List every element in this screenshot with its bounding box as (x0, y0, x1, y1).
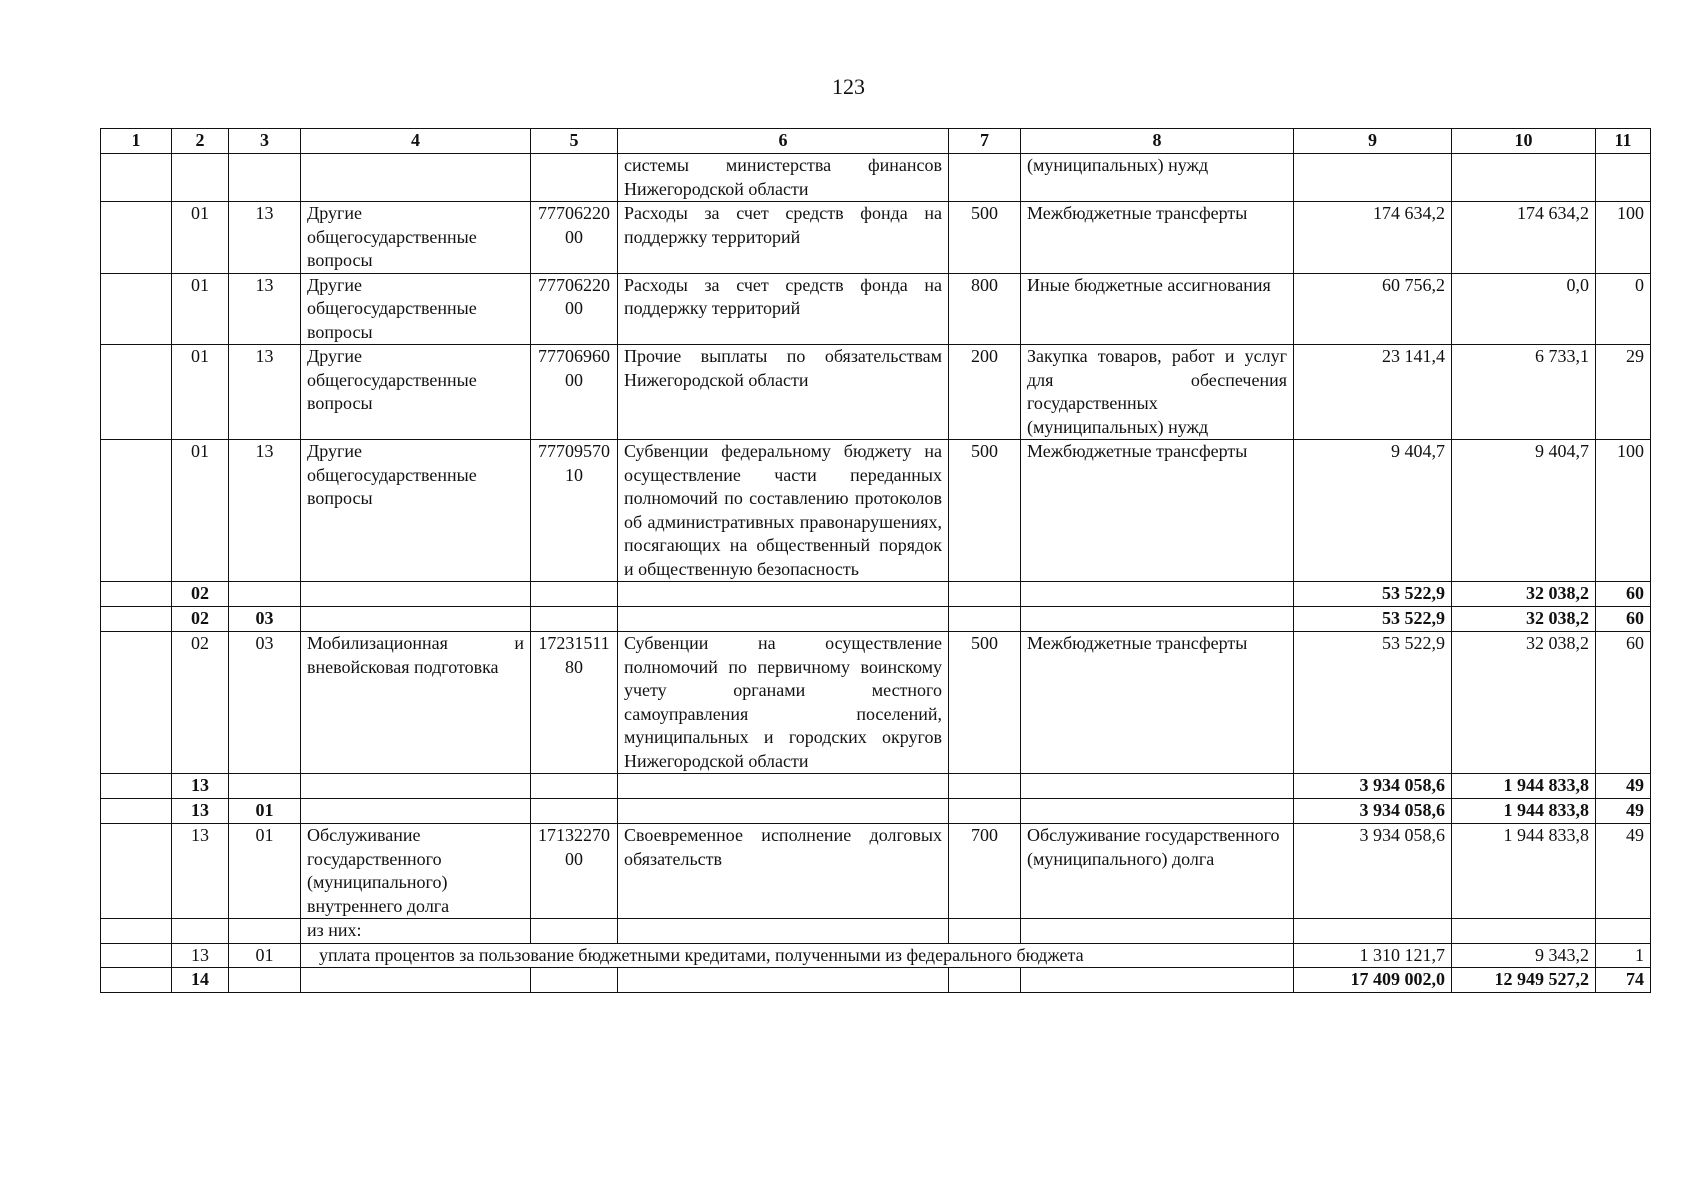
subtotal-row (101, 607, 1651, 632)
col-header-1: 1 (101, 129, 172, 154)
cell-expense-name: Обслуживание государственного (муниципального) долга (1021, 824, 1294, 919)
cell-actual: 32 038,2 (1452, 632, 1596, 774)
col-header-5: 5 (531, 129, 618, 154)
col-header-11: 11 (1596, 129, 1651, 154)
cell-actual: 6 733,1 (1452, 345, 1596, 440)
cell-plan: 53 522,9 (1294, 632, 1452, 774)
cell-section-name: Другие общегосударственные вопросы (301, 273, 531, 345)
cell-subsection (229, 968, 301, 993)
subtotal-row (101, 582, 1651, 607)
cell-target-code: 7770696000 (531, 345, 618, 440)
cell-plan: 53 522,9 (1294, 582, 1452, 607)
cell-actual: 174 634,2 (1452, 202, 1596, 274)
cell-target-code: 7770957010 (531, 440, 618, 582)
subtotal-row (101, 774, 1651, 799)
cell-target-code: 1723151180 (531, 632, 618, 774)
cell-plan: 174 634,2 (1294, 202, 1452, 274)
col-header-10: 10 (1452, 129, 1596, 154)
cell-expense-code (949, 154, 1021, 202)
cell-actual: 0,0 (1452, 273, 1596, 345)
cell-target-name: Расходы за счет средств фонда на поддержку территорий (618, 202, 949, 274)
cell-percent: 74 (1596, 968, 1651, 993)
cell-section: 13 (172, 799, 229, 824)
cell-target-name: Прочие выплаты по обязательствам Нижегородской области (618, 345, 949, 440)
cell-percent: 60 (1596, 607, 1651, 632)
col-header-8: 8 (1021, 129, 1294, 154)
cell-expense-name: (муниципальных) нужд (1021, 154, 1294, 202)
cell-plan: 1 310 121,7 (1294, 943, 1452, 968)
subtotal-row (101, 799, 1651, 824)
cell-plan: 9 404,7 (1294, 440, 1452, 582)
cell-label: из них: (301, 919, 531, 944)
cell-percent: 0 (1596, 273, 1651, 345)
cell-section (172, 154, 229, 202)
cell-actual: 9 343,2 (1452, 943, 1596, 968)
cell-expense-name: Межбюджетные трансферты (1021, 440, 1294, 582)
cell-percent: 29 (1596, 345, 1651, 440)
cell-actual: 1 944 833,8 (1452, 799, 1596, 824)
cell-percent: 60 (1596, 582, 1651, 607)
cell-actual: 9 404,7 (1452, 440, 1596, 582)
table-row (101, 202, 1651, 274)
cell-target-code: 7770622000 (531, 273, 618, 345)
cell-target-name: системы министерства финансов Нижегородской области (618, 154, 949, 202)
cell-section: 13 (172, 943, 229, 968)
cell-target-name: Расходы за счет средств фонда на поддержку территорий (618, 273, 949, 345)
cell-section: 02 (172, 607, 229, 632)
cell-subsection: 01 (229, 943, 301, 968)
cell-percent: 100 (1596, 440, 1651, 582)
cell-expense-code: 200 (949, 345, 1021, 440)
cell-plan: 23 141,4 (1294, 345, 1452, 440)
cell-plan: 53 522,9 (1294, 607, 1452, 632)
cell-actual: 12 949 527,2 (1452, 968, 1596, 993)
cell-percent: 49 (1596, 774, 1651, 799)
cell-target-code: 1713227000 (531, 824, 618, 919)
cell-section-name (301, 154, 531, 202)
cell-section-name: Другие общегосударственные вопросы (301, 440, 531, 582)
cell-section: 13 (172, 824, 229, 919)
col-header-6: 6 (618, 129, 949, 154)
table-row (101, 345, 1651, 440)
cell-target-name: Своевременное исполнение долговых обязательств (618, 824, 949, 919)
table-row (101, 824, 1651, 919)
cell-actual: 1 944 833,8 (1452, 824, 1596, 919)
cell-section: 02 (172, 582, 229, 607)
cell-target-code: 7770622000 (531, 202, 618, 274)
cell-target-name: Субвенции на осуществление полномочий по первичному воинскому учету органами местного самоуправления поселений, муниципальных и городских округов Нижегородской области (618, 632, 949, 774)
cell-target-name: Субвенции федеральному бюджету на осуществление части переданных полномочий по составлению протоколов об административных правонарушениях, посягающих на общественный порядок и общественную безопасность (618, 440, 949, 582)
cell-expense-code: 700 (949, 824, 1021, 919)
cell-plan: 3 934 058,6 (1294, 799, 1452, 824)
cell-subsection (229, 154, 301, 202)
cell-target-code (531, 154, 618, 202)
cell-plan: 3 934 058,6 (1294, 774, 1452, 799)
col-header-7: 7 (949, 129, 1021, 154)
cell-section-name: Другие общегосударственные вопросы (301, 345, 531, 440)
cell-expense-code: 500 (949, 632, 1021, 774)
cell-actual (1452, 154, 1596, 202)
cell-section: 02 (172, 632, 229, 774)
cell-expense-name: Закупка товаров, работ и услуг для обеспечения государственных (муниципальных) нужд (1021, 345, 1294, 440)
cell-section: 01 (172, 202, 229, 274)
cell-section-name: Мобилизационная и вневойсковая подготовка (301, 632, 531, 774)
cell-actual: 32 038,2 (1452, 607, 1596, 632)
label-row (101, 919, 1651, 944)
cell-subsection: 13 (229, 440, 301, 582)
page-number: 123 (832, 74, 865, 99)
cell-section: 01 (172, 440, 229, 582)
cell-section: 14 (172, 968, 229, 993)
table-row (101, 632, 1651, 774)
cell-expense-name: Межбюджетные трансферты (1021, 202, 1294, 274)
cell-plan: 60 756,2 (1294, 273, 1452, 345)
cell-percent (1596, 154, 1651, 202)
total-row (101, 968, 1651, 993)
cell-subsection (229, 582, 301, 607)
cell-actual: 32 038,2 (1452, 582, 1596, 607)
col-header-2: 2 (172, 129, 229, 154)
cell-plan: 17 409 002,0 (1294, 968, 1452, 993)
table-row (101, 273, 1651, 345)
cell-subsection: 01 (229, 799, 301, 824)
cell-section: 01 (172, 345, 229, 440)
cell-subsection: 03 (229, 607, 301, 632)
col-header-9: 9 (1294, 129, 1452, 154)
budget-table (100, 128, 1651, 993)
table-row (101, 154, 1651, 202)
cell-section: 13 (172, 774, 229, 799)
header-row (101, 129, 1651, 154)
table-row (101, 440, 1651, 582)
table-row (101, 943, 1651, 968)
cell-percent: 1 (1596, 943, 1651, 968)
cell-actual: 1 944 833,8 (1452, 774, 1596, 799)
cell-subsection: 03 (229, 632, 301, 774)
cell-subsection: 13 (229, 273, 301, 345)
cell-expense-name: Иные бюджетные ассигнования (1021, 273, 1294, 345)
cell-plan: 3 934 058,6 (1294, 824, 1452, 919)
cell-percent: 60 (1596, 632, 1651, 774)
cell-expense-name: Межбюджетные трансферты (1021, 632, 1294, 774)
cell-expense-code: 800 (949, 273, 1021, 345)
cell-section: 01 (172, 273, 229, 345)
col-header-3: 3 (229, 129, 301, 154)
cell-plan (1294, 154, 1452, 202)
cell-subsection: 01 (229, 824, 301, 919)
cell-percent: 49 (1596, 824, 1651, 919)
cell-section-name: Обслуживание государственного (муниципального) внутреннего долга (301, 824, 531, 919)
cell-expense-code: 500 (949, 440, 1021, 582)
cell-spanned-description: уплата процентов за пользование бюджетными кредитами, полученными из федерального бюджета (301, 943, 1294, 968)
cell-percent: 100 (1596, 202, 1651, 274)
cell-subsection: 13 (229, 202, 301, 274)
col-header-4: 4 (301, 129, 531, 154)
cell-section-name: Другие общегосударственные вопросы (301, 202, 531, 274)
cell-percent: 49 (1596, 799, 1651, 824)
cell-subsection: 13 (229, 345, 301, 440)
cell-subsection (229, 774, 301, 799)
cell-expense-code: 500 (949, 202, 1021, 274)
